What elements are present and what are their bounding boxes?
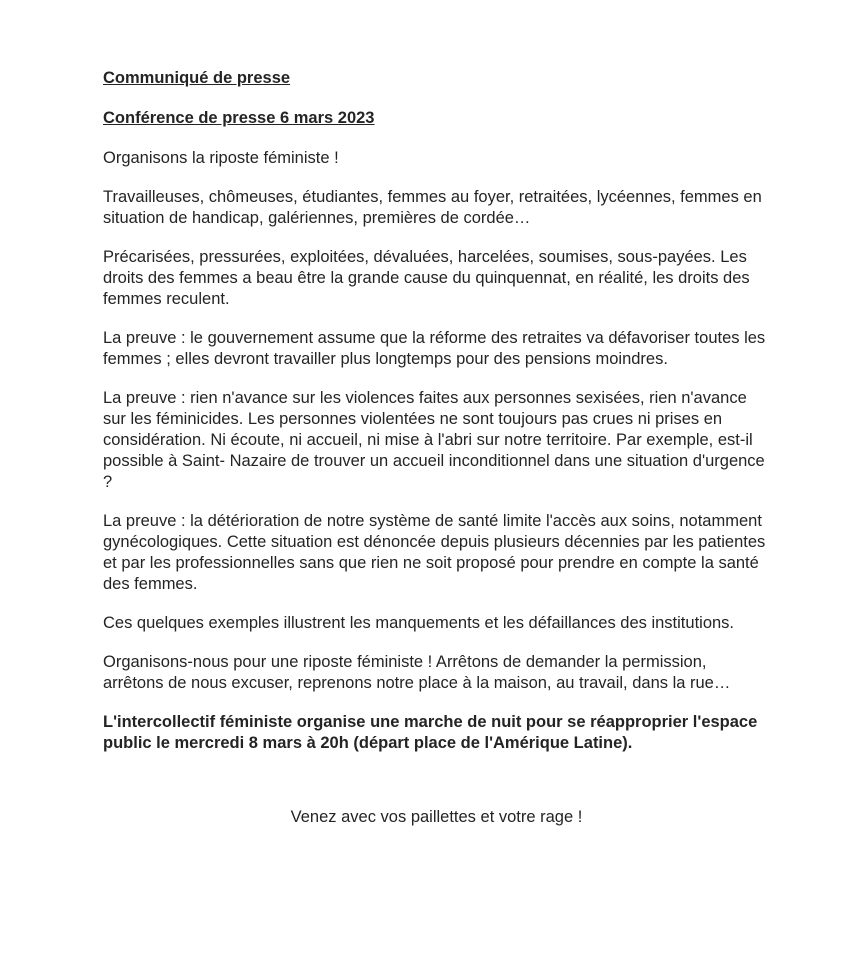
paragraph-proof-violence: La preuve : rien n'avance sur les violences faites aux personnes sexisées, rien n'avance sur les féminicides. Les personnes violentées ne sont toujours pas crues ni prises en considération. Ni écoute, ni accueil, ni mise à l'abri sur notre territoire. Par exemple, est-il possible à Saint- Nazaire de trouver un accueil inconditionnel dans une situation d'urgence ? [103,389,765,491]
paragraph-march-announcement: L'intercollectif féministe organise une marche de nuit pour se réapproprier l'espace public le mercredi 8 mars à 20h (départ place de l'Amérique Latine). [103,713,758,752]
document-subtitle: Conférence de presse 6 mars 2023 [103,109,375,127]
paragraph-call-to-action: Organisons la riposte féministe ! [103,149,339,167]
document-title: Communiqué de presse [103,69,291,87]
paragraph-proof-pensions: La preuve : le gouvernement assume que la réforme des retraites va défavoriser toutes les femmes ; elles devront travailler plus longtemps pour des pensions moindres. [103,329,766,368]
paragraph-examples-summary: Ces quelques exemples illustrent les manquements et les défaillances des institutions. [103,614,735,632]
paragraph-organize: Organisons-nous pour une riposte féministe ! Arrêtons de demander la permission, arrêtons de nous excuser, reprenons notre place à la maison, au travail, dans la rue… [103,653,731,692]
paragraph-addressees: Travailleuses, chômeuses, étudiantes, femmes au foyer, retraitées, lycéennes, femmes en situation de handicap, galériennes, premières de cordée… [103,188,762,227]
paragraph-rights-regress: Précarisées, pressurées, exploitées, dévaluées, harcelées, soumises, sous-payées. Les droits des femmes a beau être la grande cause du quinquennat, en réalité, les droits des femmes reculent. [103,248,750,308]
closing-line: Venez avec vos paillettes et votre rage ! [290,808,583,826]
paragraph-proof-health: La preuve : la détérioration de notre système de santé limite l'accès aux soins, notamment gynécologiques. Cette situation est dénoncée depuis plusieurs décennies par les patientes et par les professionnelles sans que rien ne soit proposé pour prendre en compte la santé des femmes. [103,512,766,593]
